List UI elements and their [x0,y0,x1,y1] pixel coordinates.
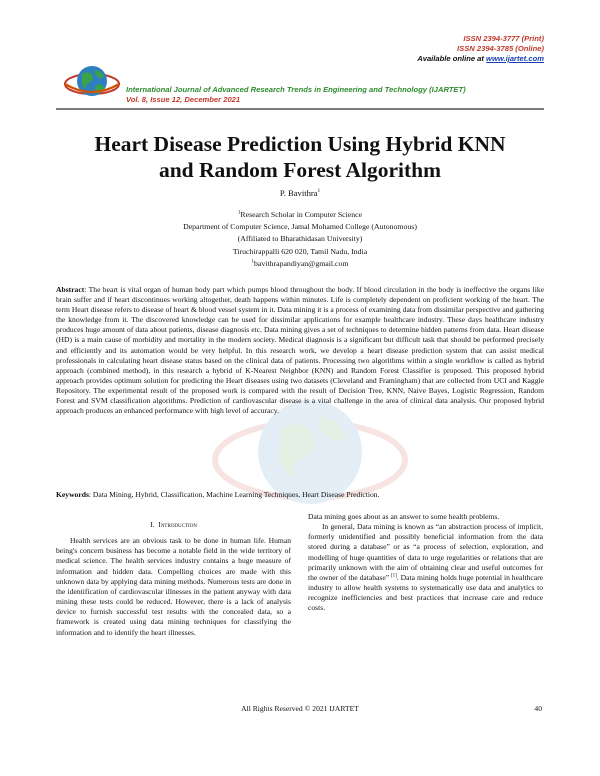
header-divider [56,108,544,110]
affiliation-block [0,209,600,270]
author-email: $^1$bavithrapandiyan@gmail.com [251,258,349,268]
department: Department of Computer Science, Jamal Mohamed College (Autonomous) [183,222,417,232]
issn-block [417,34,544,64]
journal-info [126,85,466,105]
availability-line [417,54,544,64]
abstract-text: : The heart is vital organ of human body part which pumps blood throughout the body. If blood circulation in the body is ineffective the organs like brain suffer and if heart discontinues working altogether, death happens within minutes. Life is completely dependent on proficient working of the heart. The term Heart disease refers to disease of heart & blood vessel system in it. Data mining it is a process of examining data from dissimilar perspective and gathering the knowledge from it. The discovered knowledge can be used for dissimilar applications for example healthcare industry. These days healthcare industry produces huge amount of data about patients, disease diagnosis etc. Data mining gives a set of techniques to determine hidden patterns from data. Heart disease (HD) is a main cause of morbidity and mortality in the modern society. Medical diagnosis is a significant but difficult task that should be performed precisely and efficiently and its automation would be very helpful. In this research work, we develop a heart disease prediction system that can assist medical professionals in calculating heart disease status based on the clinical data of patients. Processing two algorithms within a single workflow is called as hybrid approach (combined method), in this research a hybrid of K-Nearest Neighbor (KNN) and Random Forest Classifier is proposed. This proposed hybrid approach provides optimum solution for predicting the Heart diseases using two datasets (Cleveland and Framingham) that are collected from UCI and Kaggle Repository. The experimental result of the proposed work is compared with the result of Decision Tree, KNN, Naive Bayes, Logistic Regression, Random Forest and SVM classification algorithms. Prediction of cardiovascular disease is a vital challenge in the area of clinical data analysis. Our proposed hybrid approach produces an enhanced performance with high level of accuracy. [56,285,544,416]
location: Tiruchirappalli 620 020, Tamil Nadu, India [232,246,368,256]
journal-website-link[interactable]: www.ijartet.com [486,54,544,63]
title-line-2: and Random Forest Algorithm [158,158,442,182]
title-line-1: Heart Disease Prediction Using Hybrid KNN [94,132,506,156]
left-column [56,512,291,638]
intro-paragraph-2: Data mining goes about as an answer to some health problems. [308,512,500,521]
abstract [56,285,544,416]
author-name: P. Bavithra$^1$ [279,188,321,198]
available-prefix: Available online at [417,54,487,63]
keywords [56,490,544,500]
volume-issue: Vol. 8, Issue 12, December 2021 [126,95,241,104]
issn-print: ISSN 2394-3777 (Print) [463,34,544,43]
page-number: 40 [534,704,542,713]
abstract-label: Abstract [56,285,85,294]
issn-online: ISSN 2394-3785 (Online) [457,44,544,53]
right-column [308,512,543,614]
citation-ref: [1] [391,573,397,579]
intro-paragraph-3: In general, Data mining is known as “an abstraction process of implicit, formerly unidentified and possibly beneficial information from the data stored during a database” or as “a process of selection, exploration, and modelling of huge quantities of data to urge regularities or relations that are primarily unknown with the aim of obtaining clear and useful outcomes for the owner of the database” [1]. Data mining holds huge potential in healthcare industry to allow health systems to systematically use data and analytics to recognize inefficiencies and best practices that increase care and reduce costs. [308,522,543,613]
keywords-label: Keywords [56,490,89,499]
section-heading-introduction: I. Introduction [150,520,197,529]
intro-paragraph-1: Health services are an obvious task to be done in human life. Human being's concern business has become a notable field in the wide territory of medical science. The health services industry contains a huge measure of information and hidden data. Compelling choices are made with this unknown data by applying data mining methods. Numerous tests are done in the identification of cardiovascular illnesses in the patient anyway with data mining these tests could be reduced. However, there is a lack of analysis device to furnish successful test results with the concealed data, so a framework is created using data mining techniques for classifying the information and to identify the heart illnesses. [56,536,291,637]
keywords-text: : Data Mining, Hybrid, Classification, Machine Learning Techniques, Heart Disease Prediction. [88,490,380,499]
footer-copyright: All Rights Reserved © 2021 IJARTET [241,704,359,713]
paper-title [56,131,544,183]
affiliation-role: $^1$Research Scholar in Computer Science [237,210,363,219]
journal-globe-logo-icon [62,58,122,106]
affiliated-university: (Affiliated to Bharathidasan University) [237,234,363,244]
journal-name: International Journal of Advanced Research Trends in Engineering and Technology (IJARTET) [126,85,466,94]
